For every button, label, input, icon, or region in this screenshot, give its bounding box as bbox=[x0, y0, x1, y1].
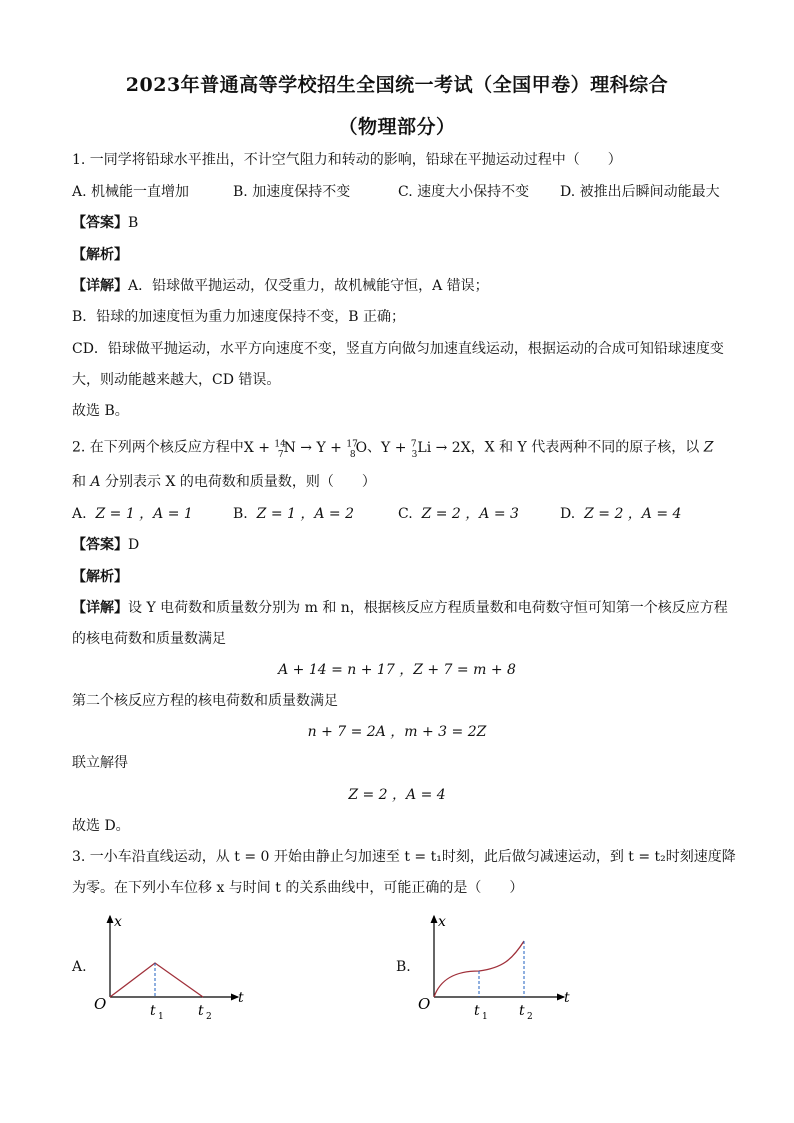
q1-analysis-tag bbox=[72, 245, 128, 265]
answer-value: D bbox=[128, 537, 140, 553]
q2-stem-suffix: ，X 和 Y 代表两种不同的原子核，以 bbox=[470, 439, 700, 456]
q1-detail-line-2: B．铅球的加速度恒为重力加速度保持不变，B 正确； bbox=[72, 309, 406, 325]
x-axis-label: x bbox=[114, 914, 122, 930]
detail-text: A．铅球做平抛运动，仅受重力，故机械能守恒，A 错误； bbox=[128, 278, 489, 294]
page-title: 2023年普通高等学校招生全国统一考试（全国甲卷）理科综合 bbox=[125, 74, 669, 96]
q2-detail-line-1 bbox=[72, 598, 728, 618]
option-letter: A. bbox=[72, 506, 87, 522]
graph-b bbox=[412, 908, 582, 1023]
t-axis-label: t bbox=[564, 990, 570, 1006]
origin-label: O bbox=[418, 995, 431, 1013]
nuclear-equation-2: Y + $^7_3$Li → 2X bbox=[381, 439, 471, 460]
nuclear-equation-1: X + $^{14}_7$N → Y + $^{17}_8$O bbox=[243, 439, 368, 460]
q2-equation-2 bbox=[0, 722, 794, 742]
option-letter: D. bbox=[560, 506, 576, 522]
q2-text-4: 联立解得 bbox=[72, 755, 128, 771]
q3-figure-b-label: B. bbox=[396, 959, 411, 975]
equation-text: Z = 2 ，A = 4 bbox=[348, 787, 446, 803]
option-letter: C. bbox=[398, 506, 413, 522]
analysis-tag: 【解析】 bbox=[72, 569, 128, 585]
q1-option-a: A. 机械能一直增加 bbox=[72, 184, 190, 200]
q2-stem-line-1: 2. 在下列两个核反应方程中X + $^{14}_7$N → Y + $^{17}_8$O、Y + $^7_3$Li → 2X，X 和 Y 代表两种不同的原子核，以 Z bbox=[72, 439, 714, 460]
t-axis-label: t bbox=[238, 990, 244, 1006]
q2-equation-1 bbox=[0, 660, 794, 680]
q2-analysis-tag bbox=[72, 567, 128, 587]
q1-detail-line-3: CD．铅球做平抛运动，水平方向速度不变，竖直方向做匀加速直线运动，根据运动的合成可知铅球速度变 bbox=[72, 341, 724, 357]
t1-subscript: 1 bbox=[158, 1012, 164, 1022]
graph-a bbox=[88, 908, 258, 1023]
q1-stem: 1. 一同学将铅球水平推出，不计空气阻力和转动的影响，铅球在平抛运动过程中（ ） bbox=[72, 152, 622, 168]
q2-detail-line-2: 的核电荷数和质量数满足 bbox=[72, 631, 226, 647]
answer-tag: 【答案】 bbox=[72, 215, 128, 231]
option-value: Z = 2 ，A = 4 bbox=[584, 506, 682, 522]
page-subtitle: （物理部分） bbox=[338, 116, 456, 138]
analysis-tag: 【解析】 bbox=[72, 247, 128, 263]
option-value: Z = 1 ，A = 2 bbox=[256, 506, 355, 522]
q3-stem-line-2: 为零。在下列小车位移 x 与时间 t 的关系曲线中，可能正确的是（ ） bbox=[72, 880, 524, 896]
option-letter: B. bbox=[233, 506, 248, 522]
q2-option-b bbox=[233, 504, 354, 524]
t2-label: t bbox=[519, 1003, 525, 1019]
q3-figure-a-label: A. bbox=[72, 959, 87, 975]
q1-option-c: C. 速度大小保持不变 bbox=[398, 184, 530, 200]
q1-detail-line-1 bbox=[72, 276, 489, 296]
detail-text: 设 Y 电荷数和质量数分别为 m 和 n，根据核反应方程质量数和电荷数守恒可知第一个核反应方程 bbox=[128, 600, 728, 616]
t2-subscript: 2 bbox=[206, 1012, 212, 1022]
answer-value: B bbox=[128, 215, 139, 231]
q2-stem-prefix: 2. 在下列两个核反应方程中 bbox=[72, 439, 244, 456]
q2-option-a bbox=[72, 504, 193, 524]
origin-label: O bbox=[94, 995, 107, 1013]
q2-stem-line-2-text: 分别表示 X 的电荷数和质量数，则（ ） bbox=[105, 474, 376, 490]
option-value: Z = 2 ，A = 3 bbox=[421, 506, 519, 522]
option-value: Z = 1 ，A = 1 bbox=[95, 506, 193, 522]
q1-option-d: D. 被推出后瞬间动能最大 bbox=[560, 184, 720, 200]
answer-tag: 【答案】 bbox=[72, 537, 128, 553]
t2-label: t bbox=[198, 1003, 204, 1019]
t1-subscript: 1 bbox=[482, 1012, 488, 1022]
q2-answer bbox=[72, 535, 139, 555]
detail-tag: 【详解】 bbox=[72, 600, 128, 616]
t2-subscript: 2 bbox=[527, 1012, 533, 1022]
q2-conclusion: 故选 D。 bbox=[72, 818, 130, 834]
q1-answer bbox=[72, 213, 138, 233]
q1-option-b: B. 加速度保持不变 bbox=[233, 184, 351, 200]
q1-conclusion: 故选 B。 bbox=[72, 403, 129, 419]
curve-a bbox=[110, 963, 203, 997]
t1-label: t bbox=[474, 1003, 480, 1019]
q2-equation-3 bbox=[0, 785, 794, 805]
q3-figure-b bbox=[412, 908, 582, 1023]
q2-text-3: 第二个核反应方程的核电荷数和质量数满足 bbox=[72, 693, 338, 709]
q2-option-d bbox=[560, 504, 681, 524]
q2-stem-line-2: 和 A 分别表示 X 的电荷数和质量数，则（ ） bbox=[72, 474, 376, 490]
q3-stem-line-1: 3. 一小车沿直线运动，从 t = 0 开始由静止匀加速至 t = t₁时刻，此后做匀减速运动，到 t = t₂时刻速度降 bbox=[72, 849, 736, 865]
q2-option-c bbox=[398, 504, 519, 524]
equation-text: A + 14 = n + 17 ，Z + 7 = m + 8 bbox=[278, 662, 516, 678]
detail-tag: 【详解】 bbox=[72, 278, 128, 294]
x-axis-label: x bbox=[438, 914, 446, 930]
q3-figure-a bbox=[88, 908, 258, 1023]
q1-detail-line-4: 大，则动能越来越大，CD 错误。 bbox=[72, 372, 281, 388]
equation-text: n + 7 = 2A ，m + 3 = 2Z bbox=[307, 724, 487, 740]
t1-label: t bbox=[150, 1003, 156, 1019]
